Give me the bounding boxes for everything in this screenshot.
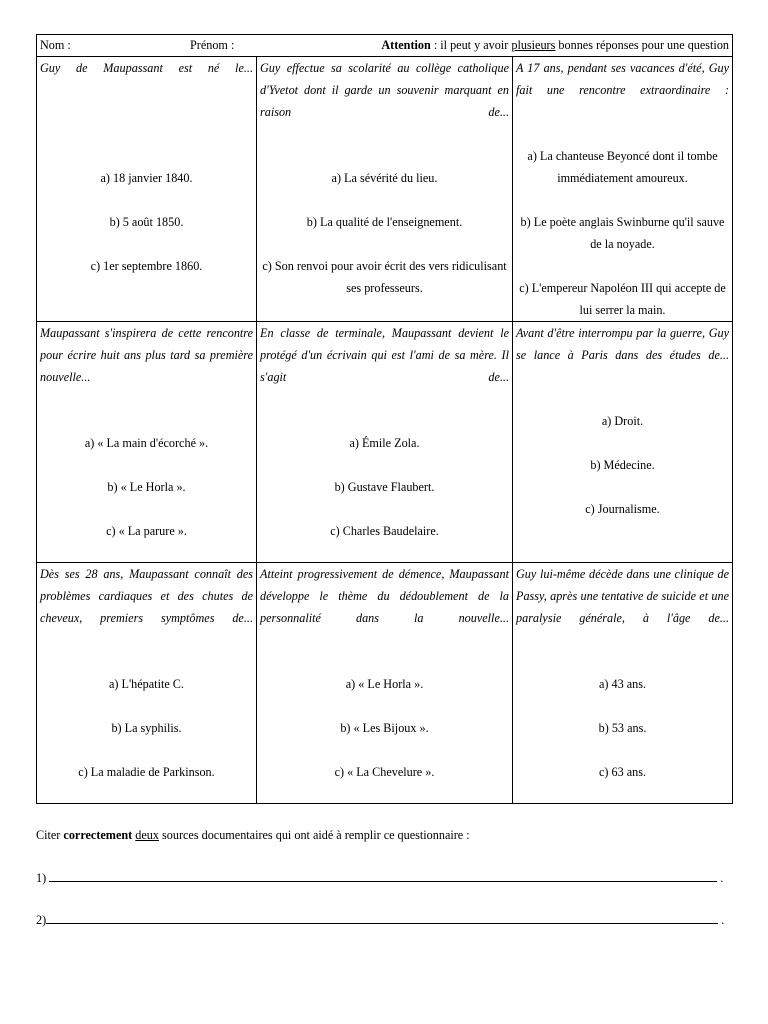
question-cell-4 bbox=[37, 322, 257, 563]
option-a: a) L'hépatite C. bbox=[109, 677, 184, 691]
sources-instruction bbox=[36, 824, 736, 846]
option-b: b) La qualité de l'enseignement. bbox=[306, 215, 463, 229]
option-b: b) « Les Bijoux ». bbox=[340, 721, 429, 735]
option-a: a) 18 janvier 1840. bbox=[100, 171, 193, 185]
question-cell-3 bbox=[513, 57, 733, 322]
attention-note bbox=[328, 38, 729, 53]
question-text: Guy de Maupassant est né le... bbox=[40, 61, 253, 75]
option-b: b) « Le Horla ». bbox=[107, 480, 186, 494]
question-text: Avant d'être interrompu par la guerre, Guy se lance à Paris dans des études de... bbox=[516, 326, 730, 362]
option-b: b) Médecine. bbox=[590, 458, 655, 472]
attention-bold: Attention bbox=[381, 38, 431, 52]
source-field-1[interactable] bbox=[49, 869, 717, 882]
option-c: c) 63 ans. bbox=[598, 765, 647, 779]
header-cell bbox=[37, 35, 733, 57]
nom-label: Nom : bbox=[40, 38, 71, 52]
option-c: c) « La Chevelure ». bbox=[334, 765, 435, 779]
option-a: a) Droit. bbox=[601, 414, 644, 428]
option-a: a) 43 ans. bbox=[598, 677, 647, 691]
option-b: b) 5 août 1850. bbox=[109, 215, 184, 229]
question-text: Maupassant s'inspirera de cette rencontre pour écrire huit ans plus tard sa première nouvelle... bbox=[40, 326, 253, 384]
question-text: Guy effectue sa scolarité au collège catholique d'Yvetot dont il garde un souvenir marquant en raison de... bbox=[260, 61, 509, 119]
question-cell-7 bbox=[37, 563, 257, 804]
source-line-2-label: 2) bbox=[36, 913, 47, 927]
attention-text-1: : il peut y avoir bbox=[430, 38, 512, 52]
source-line-1-end: . bbox=[720, 871, 724, 885]
attention-text-2: bonnes réponses pour une question bbox=[555, 38, 730, 52]
prenom-label: Prénom : bbox=[190, 38, 235, 52]
question-text: Guy lui-même décède dans une clinique de Passy, après une tentative de suicide et une paralysie générale, à l'âge de... bbox=[516, 567, 730, 625]
option-a: a) « La main d'écorché ». bbox=[84, 436, 209, 450]
option-b: b) La syphilis. bbox=[111, 721, 182, 735]
question-text: Dès ses 28 ans, Maupassant connaît des problèmes cardiaques et des chutes de cheveux, premiers symptômes de... bbox=[40, 567, 253, 625]
instruction-text-3: sources documentaires qui ont aidé à remplir ce questionnaire : bbox=[158, 828, 470, 842]
source-line-1-label: 1) bbox=[36, 871, 47, 885]
question-cell-1 bbox=[37, 57, 257, 322]
question-text: En classe de terminale, Maupassant devient le protégé d'un écrivain qui est l'ami de sa mère. Il s'agit de... bbox=[260, 326, 509, 384]
option-a: a) Émile Zola. bbox=[349, 436, 420, 450]
option-c: c) 1er septembre 1860. bbox=[90, 259, 203, 273]
question-text: A 17 ans, pendant ses vacances d'été, Guy fait une rencontre extraordinaire : bbox=[516, 61, 730, 97]
question-cell-9 bbox=[513, 563, 733, 804]
attention-underline: plusieurs bbox=[511, 38, 556, 52]
instruction-underline: deux bbox=[135, 828, 159, 842]
option-c: c) La maladie de Parkinson. bbox=[78, 765, 215, 779]
instruction-bold: correctement bbox=[63, 828, 133, 842]
source-line-2-end: . bbox=[721, 913, 725, 927]
question-row-1 bbox=[37, 57, 733, 322]
question-cell-6 bbox=[513, 322, 733, 563]
instruction-text-1: Citer bbox=[36, 828, 64, 842]
source-line-1 bbox=[36, 869, 723, 886]
quiz-table bbox=[36, 34, 733, 804]
question-cell-5 bbox=[257, 322, 513, 563]
option-b: b) 53 ans. bbox=[598, 721, 647, 735]
option-b: b) Gustave Flaubert. bbox=[334, 480, 435, 494]
question-row-2 bbox=[37, 322, 733, 563]
source-line-2 bbox=[36, 911, 724, 928]
option-a: a) « Le Horla ». bbox=[345, 677, 424, 691]
option-c: c) Journalisme. bbox=[585, 502, 660, 516]
option-b: b) Le poète anglais Swinburne qu'il sauve de la noyade. bbox=[520, 215, 725, 251]
question-row-3 bbox=[37, 563, 733, 804]
option-a: a) La sévérité du lieu. bbox=[331, 171, 438, 185]
question-text: Atteint progressivement de démence, Maupassant développe le thème du dédoublement de la personnalité dans la nouvelle... bbox=[260, 567, 509, 625]
question-cell-2 bbox=[257, 57, 513, 322]
option-c: c) Charles Baudelaire. bbox=[330, 524, 439, 538]
option-c: c) Son renvoi pour avoir écrit des vers ridiculisant ses professeurs. bbox=[262, 259, 507, 295]
option-c: c) L'empereur Napoléon III qui accepte de lui serrer la main. bbox=[519, 281, 726, 317]
option-c: c) « La parure ». bbox=[106, 524, 187, 538]
option-a: a) La chanteuse Beyoncé dont il tombe immédiatement amoureux. bbox=[527, 149, 718, 185]
question-cell-8 bbox=[257, 563, 513, 804]
header-row bbox=[37, 35, 733, 57]
source-field-2[interactable] bbox=[46, 911, 718, 924]
